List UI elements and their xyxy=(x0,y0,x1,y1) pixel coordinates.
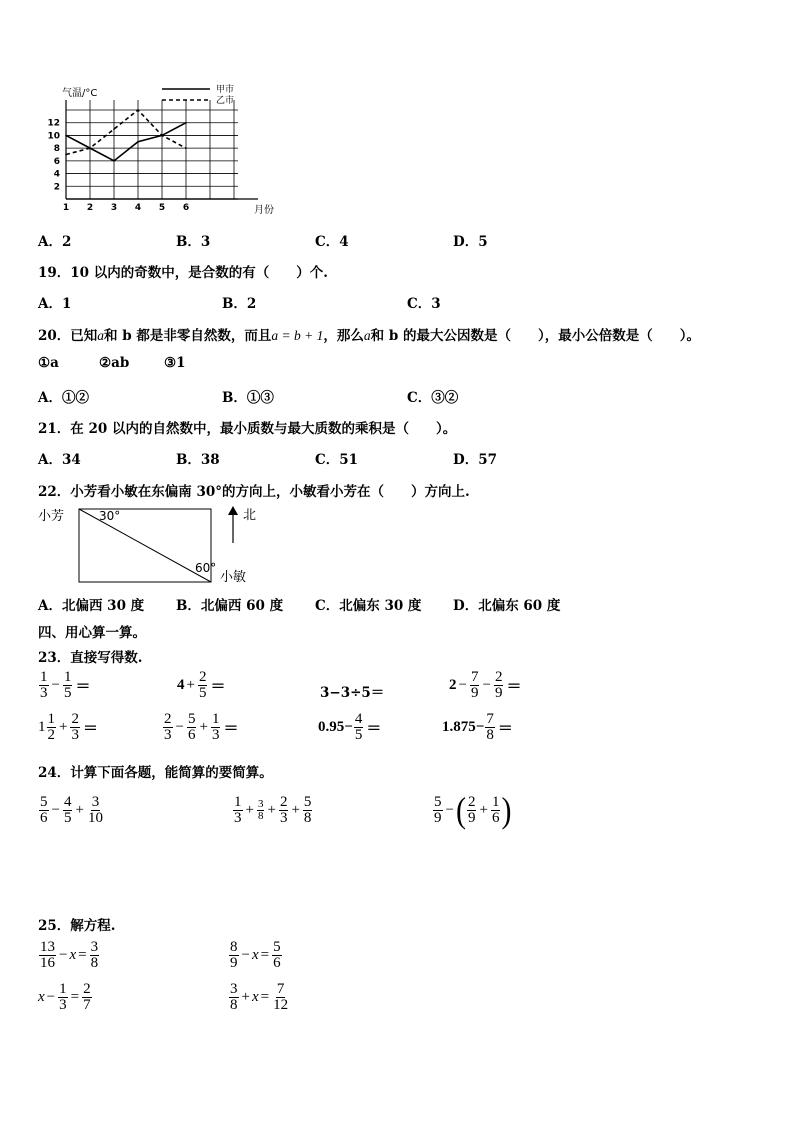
series-point-2 xyxy=(89,147,91,149)
q20-choice-1: ①a xyxy=(38,355,59,371)
q24-item-3: $\frac{5}{9}$ − ( $\frac{2}{9}$ + $\frac{1}{6}$ ) xyxy=(434,790,512,830)
y-tick-label: 12 xyxy=(47,118,60,129)
y-tick-label: 2 xyxy=(53,182,60,193)
direction-diagram xyxy=(36,503,276,588)
series-point-2 xyxy=(113,128,115,130)
x-axis-label: 月份 xyxy=(254,205,274,216)
x-tick-label: 1 xyxy=(62,203,70,213)
series-point-1 xyxy=(137,141,139,143)
label-angle-30: 30° xyxy=(99,509,121,523)
q23-item-1: $\frac{1}{3}$ − $\frac{1}{5}$ ＝ xyxy=(40,669,91,701)
temperature-line-chart xyxy=(40,82,290,218)
q18-option-d[interactable]: D．5 xyxy=(453,234,488,250)
x-tick-label: 3 xyxy=(110,203,118,213)
label-xiaofang: 小芳 xyxy=(38,509,65,524)
q22-option-c[interactable]: C．北偏东 30 度 xyxy=(315,598,422,614)
x-tick-label: 6 xyxy=(182,203,190,213)
q21-option-b[interactable]: B．38 xyxy=(176,452,220,468)
series-point-1 xyxy=(65,135,67,137)
q23-item-4: 2 − $\frac{7}{9}$ − $\frac{2}{9}$ ＝ xyxy=(449,669,522,701)
legend-label-jia: 甲市 xyxy=(216,85,235,95)
q25-eq-3: x − $\frac{1}{3}$ = $\frac{2}{7}$ xyxy=(38,981,91,1013)
q20-choice-2: ②ab xyxy=(99,355,130,371)
y-tick-label: 6 xyxy=(53,156,60,167)
q20-choice-3: ③1 xyxy=(164,355,186,371)
q20-option-a[interactable]: A．①② xyxy=(38,390,89,406)
series-point-2 xyxy=(65,154,67,156)
section-4-title: 四、用心算一算。 xyxy=(38,625,146,641)
q18-option-b[interactable]: B．3 xyxy=(176,234,211,250)
y-tick-label: 10 xyxy=(47,131,60,142)
q23-title: 23．直接写得数. xyxy=(38,650,143,666)
label-xiaomin: 小敏 xyxy=(220,570,247,585)
series-line-1 xyxy=(66,123,186,161)
y-tick-label: 4 xyxy=(53,169,60,180)
chart-grid xyxy=(47,100,258,213)
x-tick-label: 4 xyxy=(134,203,142,213)
q23-item-5: 1 $\frac{1}{2}$ + $\frac{2}{3}$ ＝ xyxy=(38,711,98,743)
q23-item-7: 0.95− $\frac{4}{5}$ ＝ xyxy=(318,711,382,743)
series-point-2 xyxy=(137,109,139,111)
q18-option-c[interactable]: C．4 xyxy=(315,234,349,250)
y-tick-label: 8 xyxy=(53,144,60,155)
label-north: 北 xyxy=(243,508,257,523)
q25-title: 25．解方程. xyxy=(38,918,116,934)
q20-option-b[interactable]: B．①③ xyxy=(222,390,274,406)
q22-option-a[interactable]: A．北偏西 30 度 xyxy=(38,598,145,614)
q20-text: 20．已知a和 b 都是非零自然数，而且a = b + 1，那么a和 b 的最大公因数是（ ），最小公倍数是（ ）。 xyxy=(38,328,700,344)
q22-option-d[interactable]: D．北偏东 60 度 xyxy=(453,598,561,614)
series-point-2 xyxy=(161,135,163,137)
q19-option-b[interactable]: B．2 xyxy=(222,296,257,312)
q21-option-d[interactable]: D．57 xyxy=(453,452,497,468)
q21-option-c[interactable]: C．51 xyxy=(315,452,359,468)
y-axis-label: 气温/°C xyxy=(62,88,98,99)
q19-text: 19．10 以内的奇数中，是合数的有（ ）个. xyxy=(38,265,328,281)
q22-option-b[interactable]: B．北偏西 60 度 xyxy=(176,598,284,614)
q24-title: 24．计算下面各题，能简算的要简算。 xyxy=(38,765,273,781)
x-tick-label: 5 xyxy=(158,203,166,213)
q23-item-8: 1.875− $\frac{7}{8}$ ＝ xyxy=(442,711,513,743)
series-point-1 xyxy=(185,122,187,124)
q25-eq-2: $\frac{8}{9}$ − x = $\frac{5}{6}$ xyxy=(230,939,281,971)
q25-eq-4: $\frac{3}{8}$ + x = $\frac{7}{12}$ xyxy=(230,981,289,1013)
series-point-1 xyxy=(113,160,115,162)
q18-option-a[interactable]: A．2 xyxy=(38,234,72,250)
q23-item-2: 4 + $\frac{2}{5}$ ＝ xyxy=(177,669,226,701)
label-angle-60: 60° xyxy=(195,561,217,575)
q23-item-3: 3−3÷5＝ xyxy=(320,685,385,701)
q24-item-2: $\frac{1}{3}$ + $\frac{3}{8}$ + $\frac{2}{3}$ + $\frac{5}{8}$ xyxy=(234,794,312,826)
legend-label-yi: 乙市 xyxy=(216,96,235,106)
q25-eq-1: $\frac{13}{16}$ − x = $\frac{3}{8}$ xyxy=(40,939,99,971)
series-point-2 xyxy=(185,147,187,149)
north-arrow-icon xyxy=(228,506,238,515)
q24-item-1: $\frac{5}{6}$ − $\frac{4}{5}$ + $\frac{3}{10}$ xyxy=(40,794,103,826)
q19-option-c[interactable]: C．3 xyxy=(407,296,441,312)
q21-text: 21．在 20 以内的自然数中，最小质数与最大质数的乘积是（ ）。 xyxy=(38,421,457,437)
q23-item-6: $\frac{2}{3}$ − $\frac{5}{6}$ + $\frac{1}{3}$ ＝ xyxy=(164,711,239,743)
q21-option-a[interactable]: A．34 xyxy=(38,452,81,468)
q22-text: 22．小芳看小敏在东偏南 30°的方向上，小敏看小芳在（ ）方向上. xyxy=(38,484,470,500)
x-tick-label: 2 xyxy=(86,203,94,213)
q20-option-c[interactable]: C．③② xyxy=(407,390,459,406)
q19-option-a[interactable]: A．1 xyxy=(38,296,72,312)
